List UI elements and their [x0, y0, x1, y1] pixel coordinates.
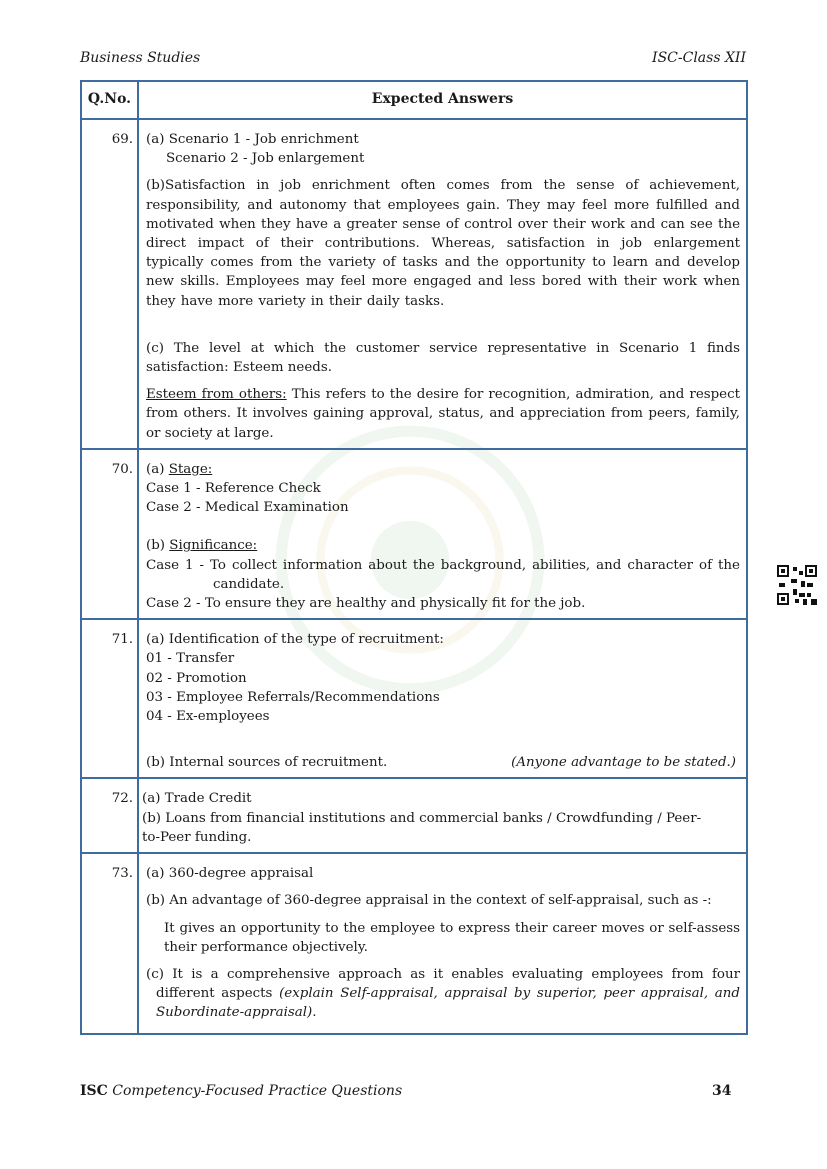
answer-line: (b) Loans from financial institutions and commercial banks / Crowdfunding / Peer-to-Peer funding.: [142, 810, 702, 845]
question-number: 70.: [81, 449, 138, 619]
table-row-q72: [81, 778, 747, 853]
table-row-q71: [81, 619, 747, 778]
answer-paragraph: (b)Satisfaction in job enrichment often comes from the sense of achievement, responsibility, and autonomy that employees gain. They may feel more fulfilled and motivated when they have a greater sense of control over their work and can see the direct impact of their contributions. Whereas, satisfaction in job enlargement typically comes from the variety of tasks and the opportunity to learn and develop new skills. Employees may feel more engaged and less bored with their work when they have more variety in their daily tasks.: [146, 178, 740, 309]
list-item: 04 - Ex-employees: [146, 709, 270, 725]
answer-text: (c) It is a comprehensive approach as it enables evaluating employees from four different aspects: [146, 966, 740, 1002]
footer-brand: ISC: [80, 1083, 108, 1099]
item-prefix: (b): [146, 538, 170, 554]
answer-text: (b) Internal sources of recruitment.: [146, 755, 388, 771]
answer-line: Case 1 - To collect information about the background, abilities, and character of the candidate.: [146, 557, 740, 592]
item-prefix: (a): [146, 461, 169, 477]
footer-subtitle: Competency-Focused Practice Questions: [107, 1083, 403, 1099]
answer-paragraph: [146, 965, 740, 1023]
answer-cell: [138, 778, 747, 853]
answer-line: Case 1 - Reference Check: [146, 481, 321, 497]
table-row-q73: [81, 853, 747, 1033]
table-row-q70: [81, 449, 747, 619]
col-answers-header: Expected Answers: [138, 81, 747, 119]
answer-line: [146, 536, 740, 555]
table-header-row: [81, 81, 747, 119]
answer-cell: [138, 449, 747, 619]
answer-cell: [138, 853, 747, 1033]
underlined-term: Esteem from others:: [146, 387, 287, 403]
answer-line: (a) 360-degree appraisal: [146, 866, 314, 882]
underlined-term: Significance:: [169, 538, 258, 554]
marking-note: (Anyone advantage to be stated.): [511, 755, 736, 771]
list-item: 03 - Employee Referrals/Recommendations: [146, 689, 440, 705]
answer-line: (b) An advantage of 360-degree appraisal in the context of self-appraisal, such as -:: [146, 893, 712, 909]
answer-paragraph: (c) The level at which the customer service representative in Scenario 1 finds satisfaction: Esteem needs.: [146, 340, 740, 376]
page-number: 34: [712, 1083, 732, 1099]
footer-title: [80, 1083, 402, 1099]
list-item: 01 - Transfer: [146, 651, 235, 667]
answer-emphasis: (explain Self-appraisal, appraisal by superior, peer appraisal, and Subordinate-appraisal): [156, 986, 740, 1021]
answer-line: (a) Identification of the type of recruitment:: [146, 632, 444, 648]
list-item: 02 - Promotion: [146, 670, 247, 686]
term-definition: This refers to the desire for recognition, admiration, and respect from others. It involves gaining approval, status, and appreciation from peers, family, or society at large.: [146, 387, 740, 441]
table-row-q69: [81, 119, 747, 449]
answer-text: .: [312, 1005, 317, 1021]
answers-table: [80, 80, 748, 1035]
answer-line: (a) Scenario 1 - Job enrichment: [146, 132, 359, 147]
answer-cell: [138, 119, 747, 449]
underlined-term: Stage:: [168, 461, 213, 477]
answer-line: (a) Trade Credit: [142, 791, 252, 807]
answer-paragraph: It gives an opportunity to the employee to express their career moves or self-assess their performance objectively.: [164, 920, 740, 955]
col-qno-header: Q.No.: [81, 81, 138, 119]
header-subject: Business Studies: [80, 50, 201, 66]
answer-line: [146, 460, 740, 479]
question-number: 69.: [81, 119, 138, 449]
answer-line: [146, 753, 740, 772]
question-number: 71.: [81, 619, 138, 778]
answer-line: Case 2 - To ensure they are healthy and physically fit for the job.: [146, 596, 586, 612]
answer-line: Scenario 2 - Job enlargement: [166, 151, 365, 167]
qr-code-icon[interactable]: [777, 565, 817, 605]
question-number: 73.: [81, 853, 138, 1033]
answer-paragraph: [146, 385, 740, 443]
header-class: ISC-Class XII: [652, 50, 746, 66]
answer-cell: [138, 619, 747, 778]
question-number: 72.: [81, 778, 138, 853]
answer-line: Case 2 - Medical Examination: [146, 500, 349, 516]
